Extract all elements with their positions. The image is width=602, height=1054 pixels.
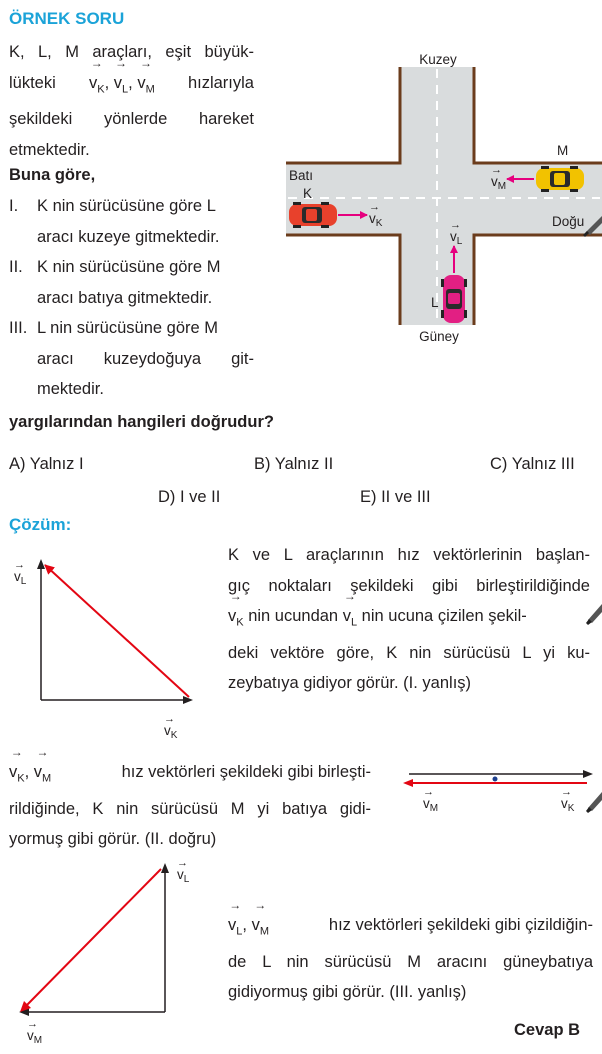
solution-paragraph-1: K ve L araçlarının hız vektörlerinin başlan- gıç noktaları şekildeki gibi birleştirildiğinde → $v_K$ nin ucundan → $v_L$ nin ucuna çizilen şekil- deki vektöre göre, K nin sürücüsü L yi ku- zeybatıya gidiyor görür. (I. yanlış) <box>228 540 590 699</box>
intro-line-4: etmektedir. <box>9 140 90 159</box>
svg-text:vL: $v_L$ <box>450 229 463 247</box>
label-vm-3 <box>27 1018 42 1046</box>
svg-text:vM: $v_M$ <box>27 1028 43 1046</box>
car-k-label: K <box>303 186 313 201</box>
solution-diagram-1 <box>9 545 219 745</box>
pen-icon <box>586 590 602 626</box>
label-vl-1 <box>14 559 27 587</box>
option-d: D) I ve II <box>158 488 221 506</box>
question-intro <box>9 37 254 165</box>
svg-text:vM: $v_M$ <box>491 174 507 192</box>
car-m <box>536 166 584 192</box>
vector-vk: → $v_K$ <box>89 68 105 105</box>
vector-vm: → $v_M$ <box>34 757 51 794</box>
label-west: Batı <box>289 168 314 183</box>
question-ask: yargılarından hangileri doğrudur? <box>9 413 274 431</box>
intro-vectors: → $v_K$, → $v_L$, → $v_M$ <box>89 68 155 105</box>
question-heading: ÖRNEK SORU <box>9 9 125 28</box>
buna-gore: Buna göre, <box>9 166 96 184</box>
svg-text:→: → <box>14 559 25 571</box>
vector-vm: → $v_M$ <box>252 910 269 947</box>
vector-vm: → $v_M$ <box>137 68 154 105</box>
vector-vl: → $v_L$ <box>228 910 242 947</box>
car-l-label: L <box>431 295 439 310</box>
svg-text:→: → <box>177 857 188 869</box>
svg-text:→: → <box>561 786 572 798</box>
label-east: Doğu <box>552 214 585 229</box>
label-vl-3 <box>177 857 190 885</box>
intro-line-2 <box>9 68 254 105</box>
svg-text:vM: $v_M$ <box>423 796 439 814</box>
intro-suffix: hızlarıyla <box>187 73 254 92</box>
vector-vl: → $v_L$ <box>114 68 128 105</box>
svg-text:vK: $v_K$ <box>561 796 575 814</box>
solution-diagram-2 <box>395 760 602 820</box>
svg-text:vK: $v_K$ <box>164 723 178 741</box>
svg-text:→: → <box>27 1018 38 1030</box>
label-vm-2 <box>423 786 438 814</box>
solution-heading: Çözüm: <box>9 515 72 534</box>
svg-text:vK: $v_K$ <box>369 211 383 229</box>
solution-paragraph-2: → $v_K$, → $v_M$ hız vektörleri şekildeki gibi birleşti- rildiğinde, K nin sürücüsü M yi batıya gidi- yormuş gibi görür. (II. doğru) <box>9 757 371 855</box>
solution-paragraph-3: → $v_L$, → $v_M$ hız vektörleri şekildeki gibi çizildiğin- de L nin sürücüsü M aracını güneybatıya gidiyormuş gibi görür. (III. yanlış) <box>228 910 593 1008</box>
intro-line-1: K, L, M araçları, eşit büyük- <box>9 43 254 61</box>
label-vk-2 <box>561 786 575 814</box>
statement-3: III. L nin sürücüsüne göre M aracı kuzeydoğuya git- mektedir. <box>9 319 254 398</box>
solution-diagram-3 <box>9 855 209 1050</box>
label-north: Kuzey <box>419 52 457 67</box>
intro-line-3: şekildeki yönlerde hareket <box>9 110 254 129</box>
option-b: B) Yalnız II <box>254 455 334 473</box>
pen-icon <box>586 778 602 814</box>
option-a: A) Yalnız I <box>9 455 84 473</box>
svg-text:vL: $v_L$ <box>14 569 27 587</box>
vector-vl: → $v_L$ <box>343 601 357 638</box>
car-m-label: M <box>557 143 569 158</box>
car-k <box>289 202 337 228</box>
svg-text:→: → <box>369 201 380 213</box>
option-e: E) II ve III <box>360 488 431 506</box>
svg-text:→: → <box>423 786 434 798</box>
relative-vector-1 <box>45 565 189 697</box>
svg-text:→: → <box>450 219 461 231</box>
statement-1: I. K nin sürücüsüne göre L aracı kuzeye gitmektedir. <box>9 197 220 246</box>
svg-text:→: → <box>491 164 502 176</box>
label-south: Güney <box>419 329 459 344</box>
intro-prefix: lükteki <box>9 73 56 92</box>
svg-text:vL: $v_L$ <box>177 867 190 885</box>
answer: Cevap B <box>514 1021 581 1039</box>
vector-vk: → $v_K$ <box>228 601 244 638</box>
statement-2: II. K nin sürücüsüne göre M aracı batıya gitmektedir. <box>9 258 221 307</box>
label-vk-1 <box>164 713 178 741</box>
car-l <box>441 275 467 323</box>
vector-vk: → $v_K$ <box>9 757 25 794</box>
intersection-diagram <box>280 45 602 350</box>
option-c: C) Yalnız III <box>490 455 575 473</box>
svg-text:→: → <box>164 713 175 725</box>
